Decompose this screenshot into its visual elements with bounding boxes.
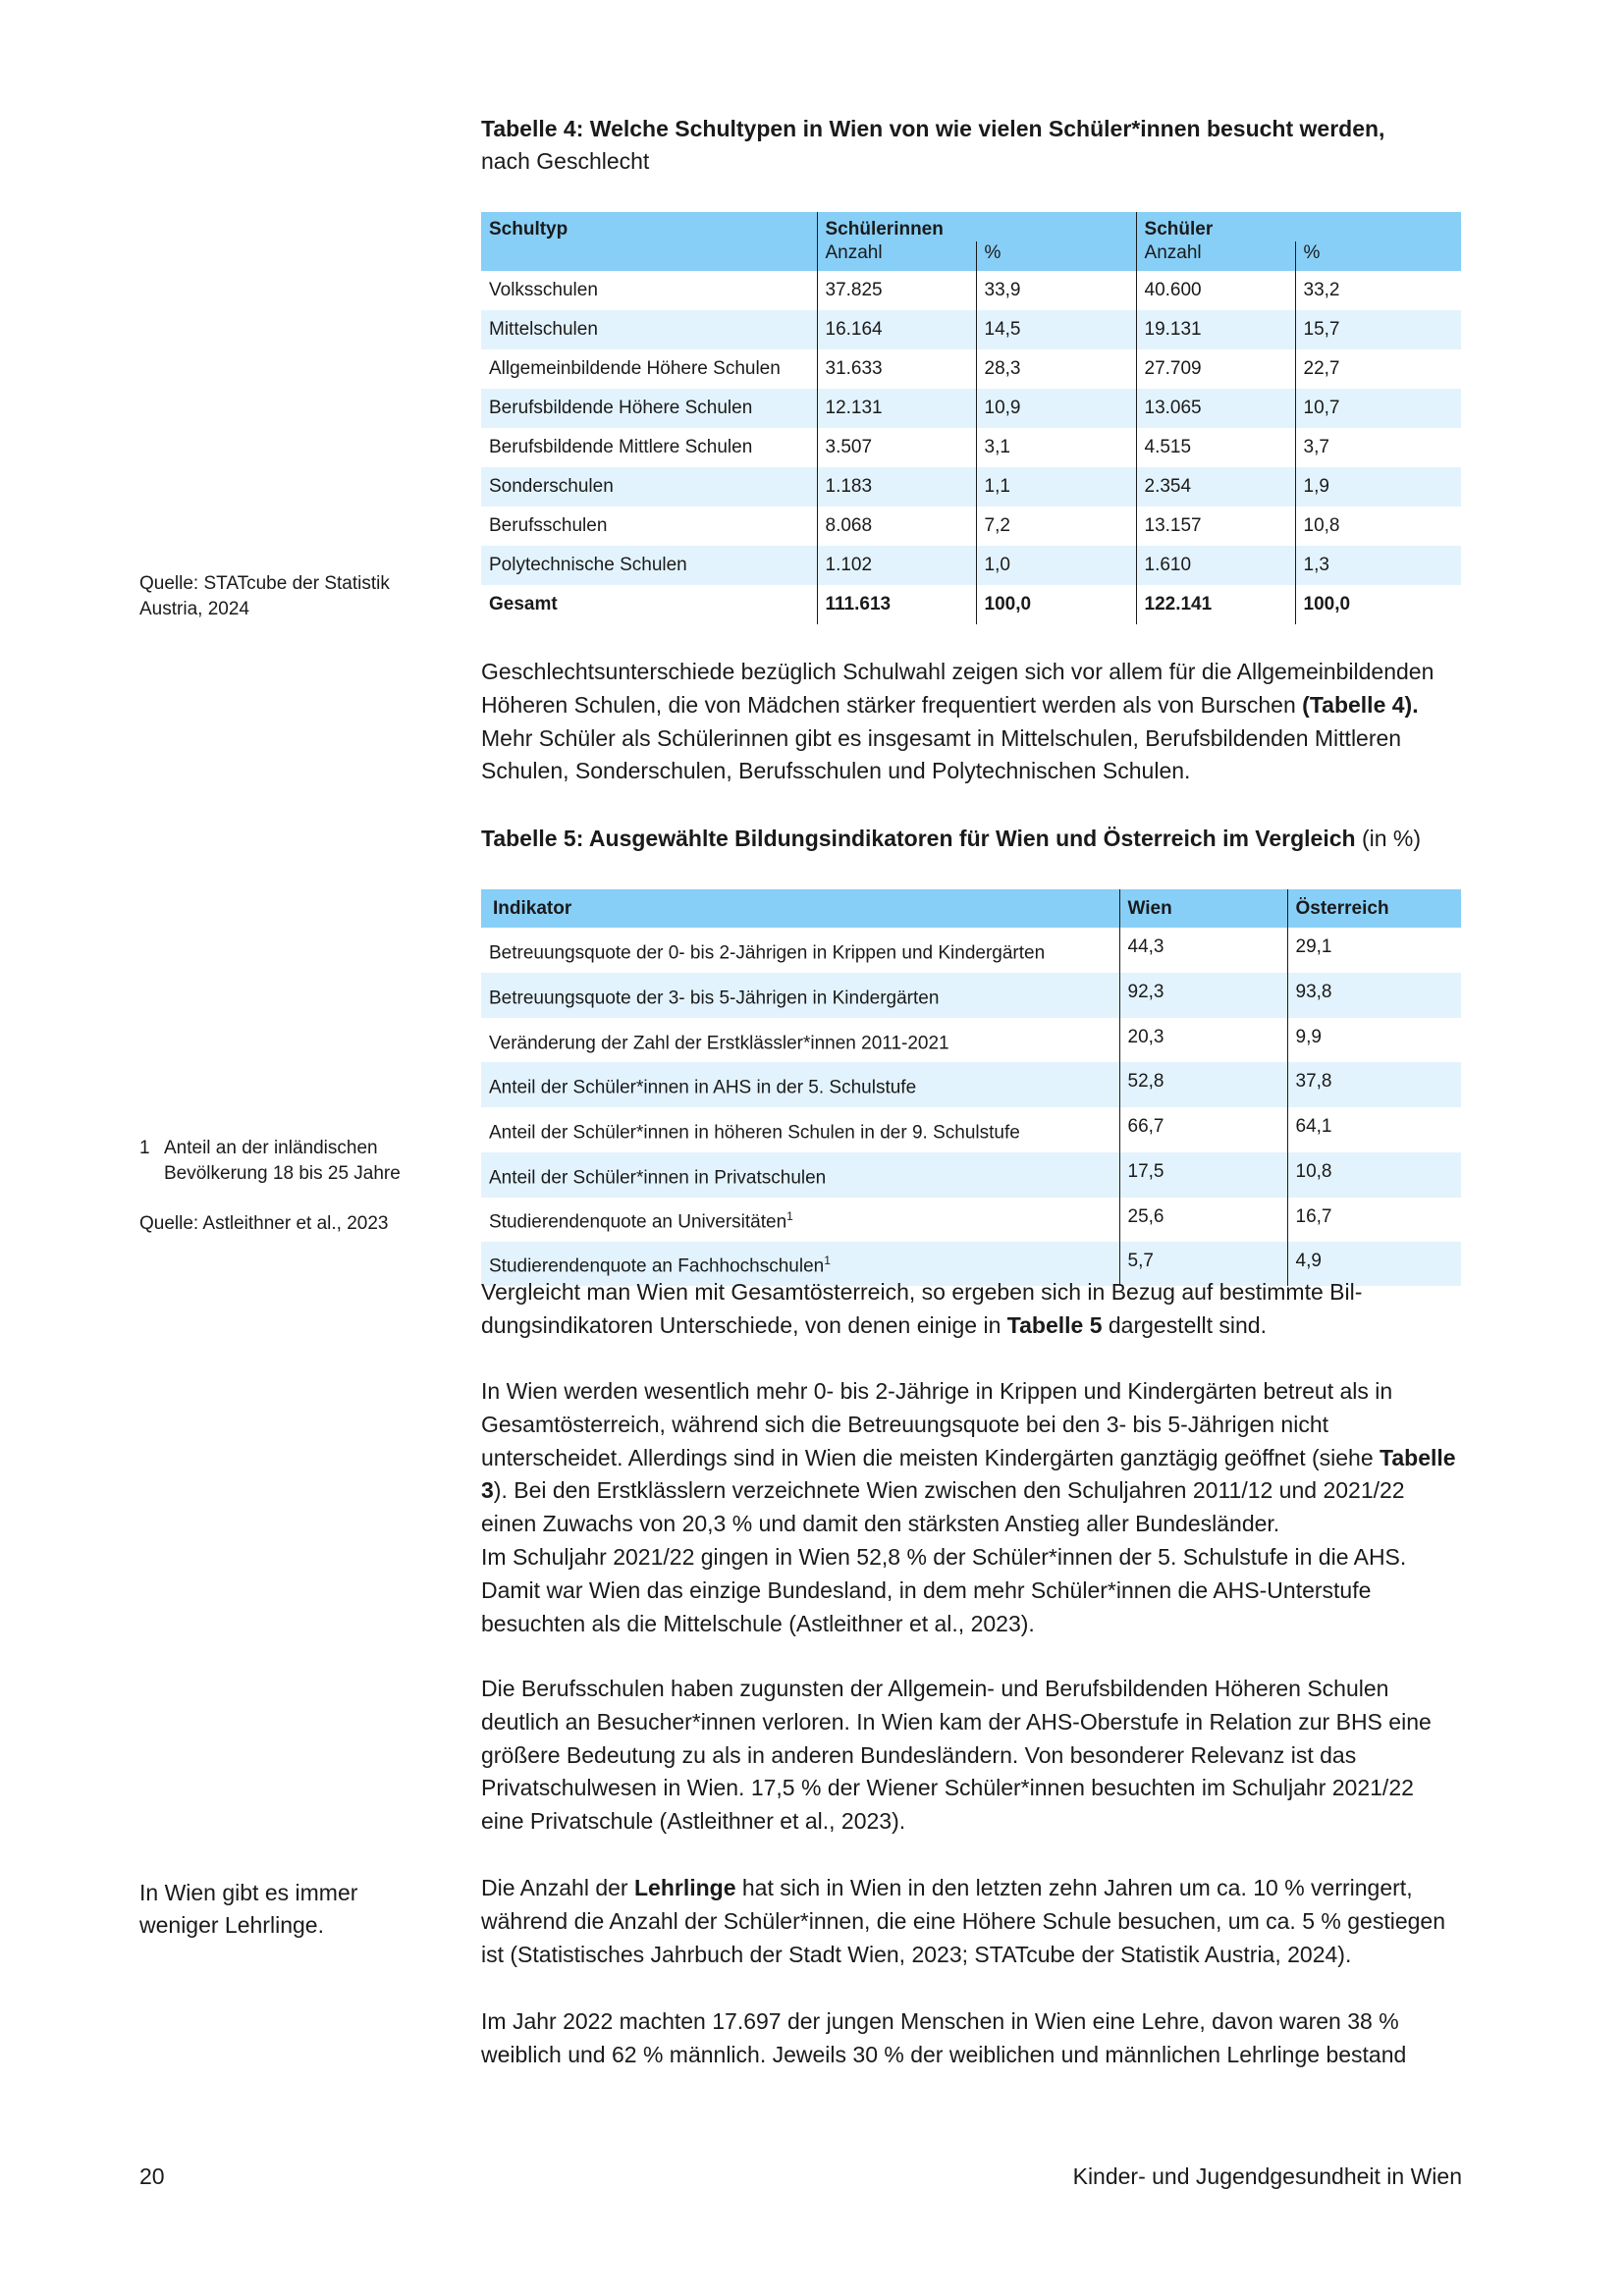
cell-anzahl-f: 1.183 [817, 467, 976, 507]
cell-anzahl-f: 8.068 [817, 507, 976, 546]
indikator-text: Veränderung der Zahl der Erstklässler*innen 2011-2021 [489, 1032, 949, 1053]
indikator-footnote-ref: 1 [824, 1253, 831, 1267]
cell-pct-m: 3,7 [1295, 428, 1461, 467]
header-schultyp: Schultyp [489, 219, 568, 240]
cell-schultyp: Sonderschulen [489, 476, 614, 497]
cell-schultyp: Polytechnische Schulen [489, 555, 687, 575]
cell-pct-f: 28,3 [976, 349, 1136, 389]
cell-indikator [481, 1018, 1119, 1063]
cell-anzahl-m: 13.157 [1136, 507, 1295, 546]
cell-pct-f: 10,9 [976, 389, 1136, 428]
cell-indikator [481, 1062, 1119, 1107]
table-total-row [481, 585, 1461, 624]
cell-anzahl-f: 3.507 [817, 428, 976, 467]
paragraph-vergleich [481, 1276, 1461, 1343]
cell-anzahl-f: 12.131 [817, 389, 976, 428]
cell-indikator [481, 1107, 1119, 1152]
table-row [481, 271, 1461, 310]
cell-wien: 66,7 [1119, 1107, 1287, 1152]
cell-schultyp: Volksschulen [489, 280, 598, 300]
cell-wien: 17,5 [1119, 1152, 1287, 1198]
header-indikator: Indikator [493, 898, 572, 919]
table-row [481, 1152, 1461, 1198]
indikator-footnote-ref: 1 [786, 1208, 793, 1223]
cell-anzahl-m: 40.600 [1136, 271, 1295, 310]
cell-anzahl-m: 27.709 [1136, 349, 1295, 389]
table5-caption-title: Tabelle 5: Ausgewählte Bildungsindikatoren für Wien und Österreich im Vergleich [481, 826, 1356, 851]
cell-pct-f: 14,5 [976, 310, 1136, 349]
cell-oesterreich: 93,8 [1287, 973, 1461, 1018]
cell-pct-m: 10,7 [1295, 389, 1461, 428]
table-row [481, 928, 1461, 973]
table-row [481, 389, 1461, 428]
para3-ref-table3: Tabelle 3 [481, 1444, 1456, 1504]
cell-oesterreich: 4,9 [1287, 1242, 1461, 1286]
table-row [481, 507, 1461, 546]
cell-anzahl-m: 19.131 [1136, 310, 1295, 349]
paragraph-lehre-2022: Im Jahr 2022 machten 17.697 der jungen Menschen in Wien eine Lehre, davon waren 38 % weiblich und 62 % männlich. Jeweils 30 % der weiblichen und männlichen Lehrlinge bestand [481, 2008, 1407, 2067]
header-pct-f: % [976, 241, 1136, 271]
cell-pct-m: 10,8 [1295, 507, 1461, 546]
cell-indikator [481, 973, 1119, 1018]
cell-anzahl-f: 16.164 [817, 310, 976, 349]
cell-indikator [481, 928, 1119, 973]
table-row [481, 349, 1461, 389]
paragraph-lehrlinge [481, 1872, 1461, 1971]
cell-anzahl-m: 13.065 [1136, 389, 1295, 428]
para2-ref-table5: Tabelle 5 [1006, 1311, 1103, 1338]
cell-pct-m: 1,9 [1295, 467, 1461, 507]
table-row [481, 310, 1461, 349]
cell-pct-f: 3,1 [976, 428, 1136, 467]
margin-note-lehrlinge: In Wien gibt es immer weniger Lehrlinge. [139, 1880, 358, 1938]
indikator-text: Betreuungsquote der 3- bis 5-Jährigen in Kindergärten [489, 988, 940, 1009]
table4-source-note: Quelle: STATcube der Statistik Austria, 2024 [139, 573, 390, 619]
cell-anzahl-m: 1.610 [1136, 546, 1295, 585]
indikator-text: Anteil der Schüler*innen in höheren Schulen in der 9. Schulstufe [489, 1122, 1020, 1144]
indikator-text: Betreuungsquote der 0- bis 2-Jährigen in Krippen und Kindergärten [489, 942, 1046, 964]
cell-total-anzahl-m: 122.141 [1136, 585, 1295, 624]
indikator-text: Anteil der Schüler*innen in AHS in der 5. Schulstufe [489, 1077, 917, 1098]
footnote-number: 1 [139, 1138, 150, 1158]
paragraph-schulwahl [481, 656, 1461, 788]
table4-caption [481, 113, 1461, 178]
cell-total-anzahl-f: 111.613 [817, 585, 976, 624]
header-anzahl-f: Anzahl [817, 241, 976, 271]
table-row [481, 546, 1461, 585]
cell-wien: 5,7 [1119, 1242, 1287, 1286]
cell-pct-f: 1,0 [976, 546, 1136, 585]
cell-schultyp: Allgemeinbildende Höhere Schulen [489, 358, 781, 379]
para1-text1: Geschlechtsunterschiede bezüglich Schulwahl zeigen sich vor allem für die Allgemeinbildenden Höheren Schulen, die von Mädchen stärker frequentiert werden als von Burschen [481, 659, 1435, 718]
cell-total-label: Gesamt [489, 594, 558, 614]
table-row [481, 467, 1461, 507]
cell-schultyp: Berufsbildende Mittlere Schulen [489, 437, 753, 457]
cell-schultyp: Berufsschulen [489, 515, 608, 536]
table4 [481, 212, 1461, 624]
table5-source-note: Quelle: Astleithner et al., 2023 [139, 1213, 389, 1234]
cell-anzahl-f: 31.633 [817, 349, 976, 389]
table-row [481, 428, 1461, 467]
cell-pct-f: 33,9 [976, 271, 1136, 310]
table4-caption-rest: nach Geschlecht [481, 148, 650, 174]
cell-oesterreich: 29,1 [1287, 928, 1461, 973]
cell-pct-f: 7,2 [976, 507, 1136, 546]
cell-pct-f: 1,1 [976, 467, 1136, 507]
cell-anzahl-f: 1.102 [817, 546, 976, 585]
header-pct-m: % [1295, 241, 1461, 271]
cell-oesterreich: 16,7 [1287, 1198, 1461, 1242]
para1-text2: Mehr Schüler als Schülerinnen gibt es insgesamt in Mittelschulen, Berufsbildenden Mittleren Schulen, Sonderschulen, Berufsschulen und Polytechnischen Schulen. [481, 724, 1402, 784]
cell-pct-m: 1,3 [1295, 546, 1461, 585]
cell-total-pct-f: 100,0 [976, 585, 1136, 624]
footnote [139, 1136, 424, 1187]
para3-text2: ). Bei den Erstklässlern verzeichnete Wien zwischen den Schuljahren 2011/12 und 2021/22 einen Zuwachs von 20,3 % und damit den stärksten Anstieg aller Bundesländer. [481, 1477, 1405, 1537]
para2-text2: dargestellt sind. [1102, 1311, 1267, 1338]
cell-schultyp: Berufsbildende Höhere Schulen [489, 398, 753, 418]
header-anzahl-m: Anzahl [1136, 241, 1295, 271]
para5-text1: Die Anzahl der [481, 1875, 634, 1900]
indikator-text: Studierendenquote an Universitäten [489, 1211, 787, 1233]
cell-oesterreich: 37,8 [1287, 1062, 1461, 1107]
para2-text1: Vergleicht man Wien mit Gesamtösterreich, so ergeben sich in Bezug auf bestimmte Bildungsindikatoren Unterschiede, von denen einige in [481, 1279, 1363, 1338]
paragraph-betreuung [481, 1375, 1461, 1640]
table5-caption [481, 823, 1461, 855]
table-row [481, 1198, 1461, 1242]
table5 [481, 889, 1461, 1286]
table4-container [481, 212, 1461, 624]
footnote-text: Anteil an der inländischen Bevölkerung 18 bis 25 Jahre [164, 1138, 401, 1184]
header-schuelerinnen: Schülerinnen [817, 212, 1136, 241]
cell-pct-m: 33,2 [1295, 271, 1461, 310]
table5-caption-rest: (in %) [1355, 826, 1422, 851]
cell-pct-m: 22,7 [1295, 349, 1461, 389]
document-title: Kinder- und Jugendgesundheit in Wien [1072, 2163, 1462, 2189]
table-row [481, 1018, 1461, 1063]
para5-bold-lehrlinge: Lehrlinge [633, 1875, 736, 1900]
cell-schultyp: Mittelschulen [489, 319, 598, 340]
cell-pct-m: 15,7 [1295, 310, 1461, 349]
cell-total-pct-m: 100,0 [1295, 585, 1461, 624]
header-schueler: Schüler [1136, 212, 1461, 241]
para3-text1: In Wien werden wesentlich mehr 0- bis 2-Jährige in Krippen und Kindergärten betreut als in Gesamtösterreich, während sich die Betreuungsquote bei den 3- bis 5-Jährigen nicht unterscheidet. Allerdings sind in Wien die meisten Kindergärten ganztägig geöffnet (siehe [481, 1378, 1393, 1470]
cell-anzahl-m: 2.354 [1136, 467, 1295, 507]
cell-indikator [481, 1198, 1119, 1242]
header-oesterreich: Österreich [1287, 889, 1461, 928]
cell-anzahl-f: 37.825 [817, 271, 976, 310]
cell-anzahl-m: 4.515 [1136, 428, 1295, 467]
cell-wien: 25,6 [1119, 1198, 1287, 1242]
table-row [481, 1107, 1461, 1152]
table-row [481, 973, 1461, 1018]
header-wien: Wien [1119, 889, 1287, 928]
table5-container [481, 889, 1461, 1286]
para1-ref-table4: (Tabelle 4). [1302, 691, 1419, 718]
cell-oesterreich: 10,8 [1287, 1152, 1461, 1198]
cell-wien: 52,8 [1119, 1062, 1287, 1107]
indikator-text: Anteil der Schüler*innen in Privatschulen [489, 1167, 827, 1189]
indikator-text: Studierendenquote an Fachhochschulen [489, 1255, 825, 1277]
cell-wien: 20,3 [1119, 1018, 1287, 1063]
para3-text3: Im Schuljahr 2021/22 gingen in Wien 52,8 % der Schüler*innen der 5. Schulstufe in die AHS. Damit war Wien das einzige Bundesland, in dem mehr Schüler*innen die AHS-Unterstufe besuchten als die Mittelschule (Astleithner et al., 2023). [481, 1543, 1407, 1636]
cell-oesterreich: 64,1 [1287, 1107, 1461, 1152]
table4-caption-title: Tabelle 4: Welche Schultypen in Wien von wie vielen Schüler*innen besucht werden, [481, 116, 1385, 141]
table-row [481, 1062, 1461, 1107]
para5-text2: hat sich in Wien in den letzten zehn Jahren um ca. 10 % verringert, während die Anzahl der Schüler*innen, die eine Höhere Schule besuchen, um ca. 5 % gestiegen ist (Statistisches Jahrbuch der Stadt Wien, 2023; STATcube der Statistik Austria, 2024). [481, 1875, 1445, 1967]
cell-wien: 44,3 [1119, 928, 1287, 973]
cell-wien: 92,3 [1119, 973, 1287, 1018]
cell-oesterreich: 9,9 [1287, 1018, 1461, 1063]
page-number: 20 [139, 2163, 165, 2189]
paragraph-berufsschulen: Die Berufsschulen haben zugunsten der Allgemein- und Berufsbildenden Höheren Schulen deutlich an Besucher*innen verloren. In Wien kam der AHS-Oberstufe in Relation zur BHS eine größere Bedeutung zu als in anderen Bundesländern. Von besonderer Relevanz ist das Privatschulwesen in Wien. 17,5 % der Wiener Schüler*innen besuchten im Schuljahr 2021/22 eine Privatschule (Astleithner et al., 2023). [481, 1676, 1432, 1835]
cell-indikator [481, 1152, 1119, 1198]
